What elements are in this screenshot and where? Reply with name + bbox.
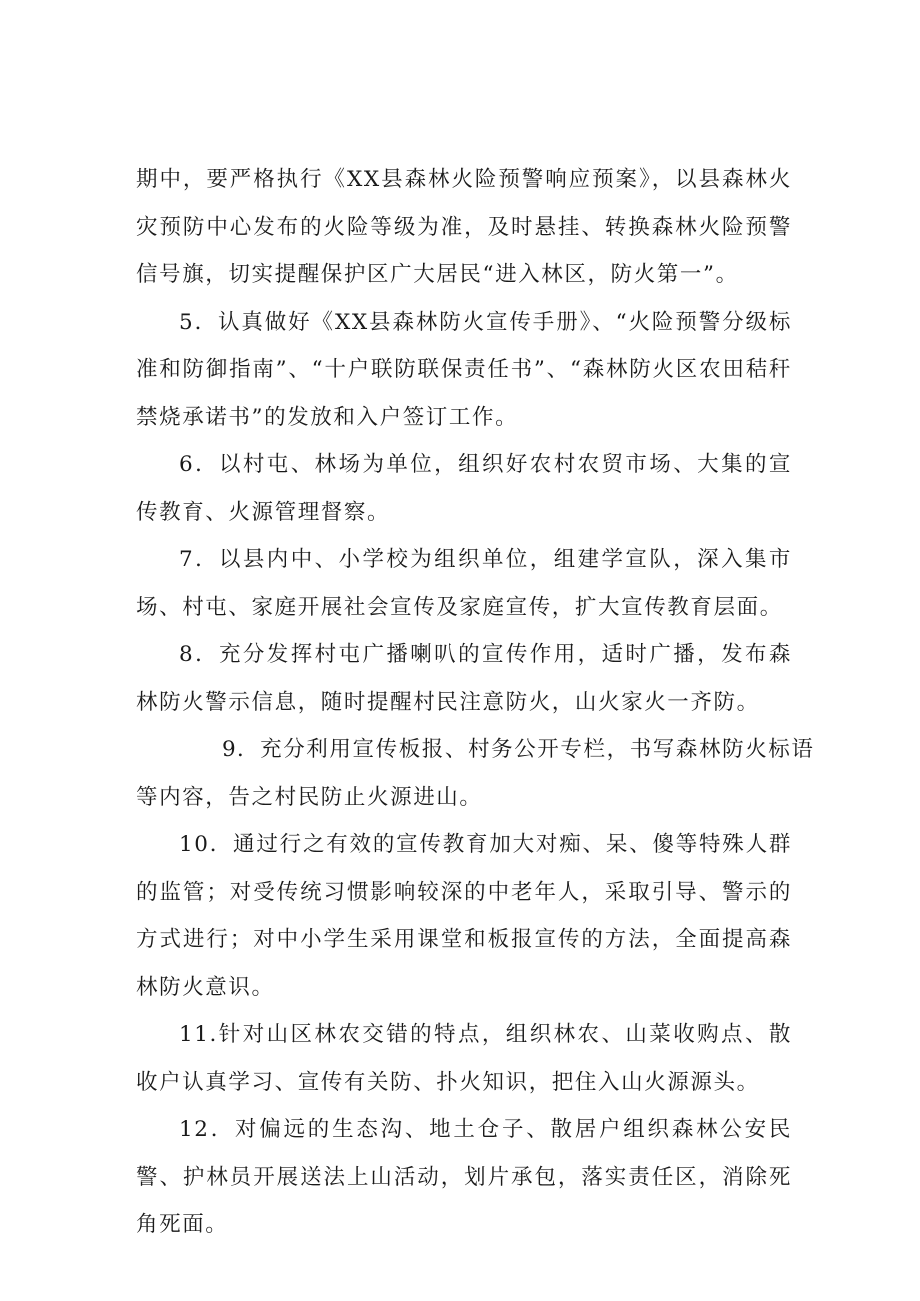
document-body: [136, 156, 815, 1249]
list-item-9-line2: 等内容，告之村民防止火源进山。: [136, 784, 483, 810]
list-item-7: 7．以县内中、小学校为组织单位，组建学宣队，深入集市场、村屯、家庭开展社会宣传及家庭宣传，扩大宣传教育层面。: [136, 547, 792, 620]
list-item-8: 8．充分发挥村屯广播喇叭的宣传作用，适时广播，发布森林防火警示信息，随时提醒村民注意防火，山火家火一齐防。: [136, 642, 792, 715]
list-item-9-line1: [136, 726, 815, 774]
list-item-9-text: ．充分利用宣传板报、村务公开专栏，书写森林防火标语: [237, 737, 815, 762]
paragraph-continuation: 期中，要严格执行《XX县森林火险预警响应预案》，以县森林火灾预防中心发布的火险等级为准，及时悬挂、转换森林火险预警信号旗，切实提醒保护区广大居民“进入林区，防火第一”。: [136, 167, 792, 287]
list-item-6: 6．以村屯、林场为单位，组织好农村农贸市场、大集的宣传教育、火源管理督察。: [136, 452, 792, 525]
list-item-12: 12．对偏远的生态沟、地土仓子、散居户组织森林公安民警、护林员开展送法上山活动，划片承包，落实责任区，消除死角死面。: [136, 1117, 792, 1237]
list-item-5: 5．认真做好《XX县森林防火宣传手册》、“火险预警分级标准和防御指南”、“十户联防联保责任书”、“森林防火区农田秸秆禁烧承诺书”的发放和入户签订工作。: [136, 309, 792, 430]
list-item-10: 10．通过行之有效的宣传教育加大对痴、呆、傻等特殊人群的监管；对受传统习惯影响较深的中老年人，采取引导、警示的方式进行；对中小学生采用课堂和板报宣传的方法，全面提高森林防火意识。: [136, 832, 792, 1000]
list-item-9-number: 9: [222, 737, 238, 762]
list-item-11: 11.针对山区林农交错的特点，组织林农、山菜收购点、散收户认真学习、宣传有关防、扑火知识，把住入山火源源头。: [136, 1022, 792, 1095]
